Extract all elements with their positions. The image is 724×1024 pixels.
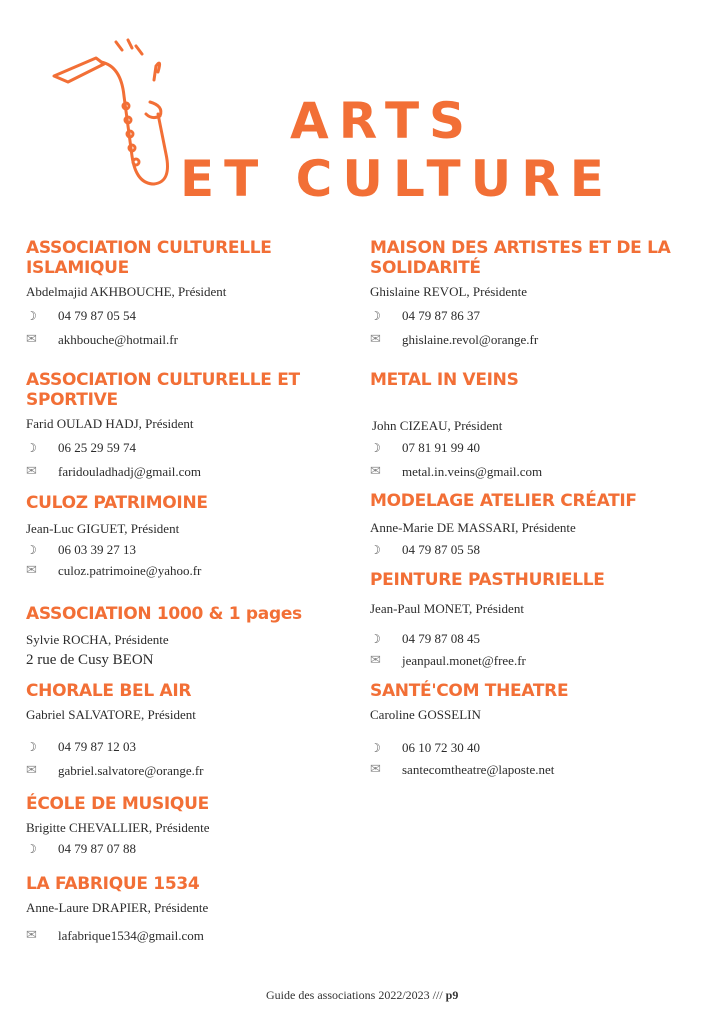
email-icon: ✉ xyxy=(370,762,381,777)
association-card xyxy=(26,794,346,856)
email-address[interactable]: jeanpaul.monet@free.fr xyxy=(402,653,526,668)
phone-row xyxy=(26,542,136,558)
association-name: ASSOCIATION CULTURELLE ISLAMIQUE xyxy=(26,238,272,278)
association-name: SANTÉ'COM THEATRE xyxy=(370,681,569,701)
association-president: Farid OULAD HADJ, Président xyxy=(26,416,194,431)
association-president: Abdelmajid AKHBOUCHE, Président xyxy=(26,284,227,299)
saxophone-icon xyxy=(46,36,176,196)
email-icon: ✉ xyxy=(26,763,37,778)
page-title-line1: ARTS xyxy=(290,92,476,150)
association-name: ÉCOLE DE MUSIQUE xyxy=(26,794,209,814)
phone-row xyxy=(370,631,480,647)
email-icon: ✉ xyxy=(26,332,37,347)
phone-row xyxy=(26,308,136,324)
email-address[interactable]: lafabrique1534@gmail.com xyxy=(58,928,204,943)
association-president: Sylvie ROCHA, Présidente xyxy=(26,632,169,647)
phone-row xyxy=(26,841,136,857)
email-icon: ✉ xyxy=(370,332,381,347)
association-name: ASSOCIATION CULTURELLE ET SPORTIVE xyxy=(26,370,300,410)
association-name: LA FABRIQUE 1534 xyxy=(26,874,200,894)
association-name: MAISON DES ARTISTES ET DE LA SOLIDARITÉ xyxy=(370,238,671,278)
association-name: CHORALE BEL AIR xyxy=(26,681,192,701)
phone-icon: ☽ xyxy=(370,632,381,646)
email-address[interactable]: santecomtheatre@laposte.net xyxy=(402,762,555,777)
association-president: Anne-Laure DRAPIER, Présidente xyxy=(26,900,209,915)
email-icon: ✉ xyxy=(26,928,37,943)
phone-number[interactable]: 04 79 87 07 88 xyxy=(58,841,136,856)
email-icon: ✉ xyxy=(370,653,381,668)
association-card xyxy=(370,491,690,557)
email-address[interactable]: metal.in.veins@gmail.com xyxy=(402,464,543,479)
association-name: MODELAGE ATELIER CRÉATIF xyxy=(370,491,637,511)
association-card xyxy=(370,238,690,347)
email-row xyxy=(370,332,538,348)
email-row xyxy=(26,563,201,579)
association-president: Caroline GOSSELIN xyxy=(370,707,481,722)
page-number: p9 xyxy=(445,988,459,1002)
email-row xyxy=(26,763,204,779)
phone-row xyxy=(26,440,136,456)
association-president: Jean-Paul MONET, Président xyxy=(370,601,524,616)
association-card xyxy=(26,604,346,668)
association-president: Jean-Luc GIGUET, Président xyxy=(26,521,180,536)
phone-number[interactable]: 04 79 87 05 54 xyxy=(58,308,136,323)
email-address[interactable]: gabriel.salvatore@orange.fr xyxy=(58,763,204,778)
phone-number[interactable]: 06 25 29 59 74 xyxy=(58,440,136,455)
association-president: Brigitte CHEVALLIER, Présidente xyxy=(26,820,210,835)
association-address: 2 rue de Cusy BEON xyxy=(26,652,154,668)
phone-icon: ☽ xyxy=(370,543,381,557)
email-address[interactable]: akhbouche@hotmail.fr xyxy=(58,332,178,347)
phone-number[interactable]: 06 03 39 27 13 xyxy=(58,542,136,557)
association-card xyxy=(370,681,690,777)
phone-icon: ☽ xyxy=(26,740,37,754)
association-card xyxy=(26,681,346,778)
phone-number[interactable]: 04 79 87 86 37 xyxy=(402,308,480,323)
association-president: Ghislaine REVOL, Présidente xyxy=(370,284,528,299)
email-address[interactable]: ghislaine.revol@orange.fr xyxy=(402,332,539,347)
phone-icon: ☽ xyxy=(370,741,381,755)
phone-row xyxy=(370,308,480,324)
phone-icon: ☽ xyxy=(26,543,37,557)
association-card xyxy=(370,570,690,668)
association-card xyxy=(26,493,346,578)
association-name: PEINTURE PASTHURIELLE xyxy=(370,570,605,590)
phone-icon: ☽ xyxy=(370,309,381,323)
association-name: ASSOCIATION 1000 & 1 pages xyxy=(26,604,302,624)
phone-icon: ☽ xyxy=(26,842,37,856)
email-address[interactable]: culoz.patrimoine@yahoo.fr xyxy=(58,563,202,578)
email-row xyxy=(26,464,201,480)
phone-icon: ☽ xyxy=(370,441,381,455)
association-card xyxy=(26,238,366,347)
association-president: Anne-Marie DE MASSARI, Présidente xyxy=(370,520,576,535)
email-icon: ✉ xyxy=(26,563,37,578)
phone-icon: ☽ xyxy=(26,441,37,455)
phone-icon: ☽ xyxy=(26,309,37,323)
page-title-line2: ET CULTURE xyxy=(180,150,614,208)
association-name: METAL IN VEINS xyxy=(370,370,519,390)
email-row xyxy=(370,762,554,778)
phone-row xyxy=(370,542,480,558)
email-row xyxy=(26,928,204,944)
email-icon: ✉ xyxy=(26,464,37,479)
page-footer xyxy=(266,988,458,1003)
phone-row xyxy=(370,440,480,456)
association-card xyxy=(370,370,690,479)
association-card xyxy=(26,370,326,479)
email-row xyxy=(370,653,526,669)
association-card xyxy=(26,874,346,943)
email-row xyxy=(370,464,542,480)
phone-number[interactable]: 04 79 87 05 58 xyxy=(402,542,480,557)
phone-row xyxy=(370,740,480,756)
email-row xyxy=(26,332,178,348)
phone-number[interactable]: 04 79 87 12 03 xyxy=(58,739,136,754)
phone-number[interactable]: 04 79 87 08 45 xyxy=(402,631,480,646)
email-address[interactable]: faridouladhadj@gmail.com xyxy=(58,464,202,479)
phone-row xyxy=(26,739,136,755)
phone-number[interactable]: 07 81 91 99 40 xyxy=(402,440,480,455)
association-president: Gabriel SALVATORE, Président xyxy=(26,707,196,722)
association-president: John CIZEAU, Président xyxy=(372,418,503,433)
email-icon: ✉ xyxy=(370,464,381,479)
phone-number[interactable]: 06 10 72 30 40 xyxy=(402,740,480,755)
association-name: CULOZ PATRIMOINE xyxy=(26,493,208,513)
footer-text: Guide des associations 2022/2023 /// xyxy=(266,988,443,1002)
